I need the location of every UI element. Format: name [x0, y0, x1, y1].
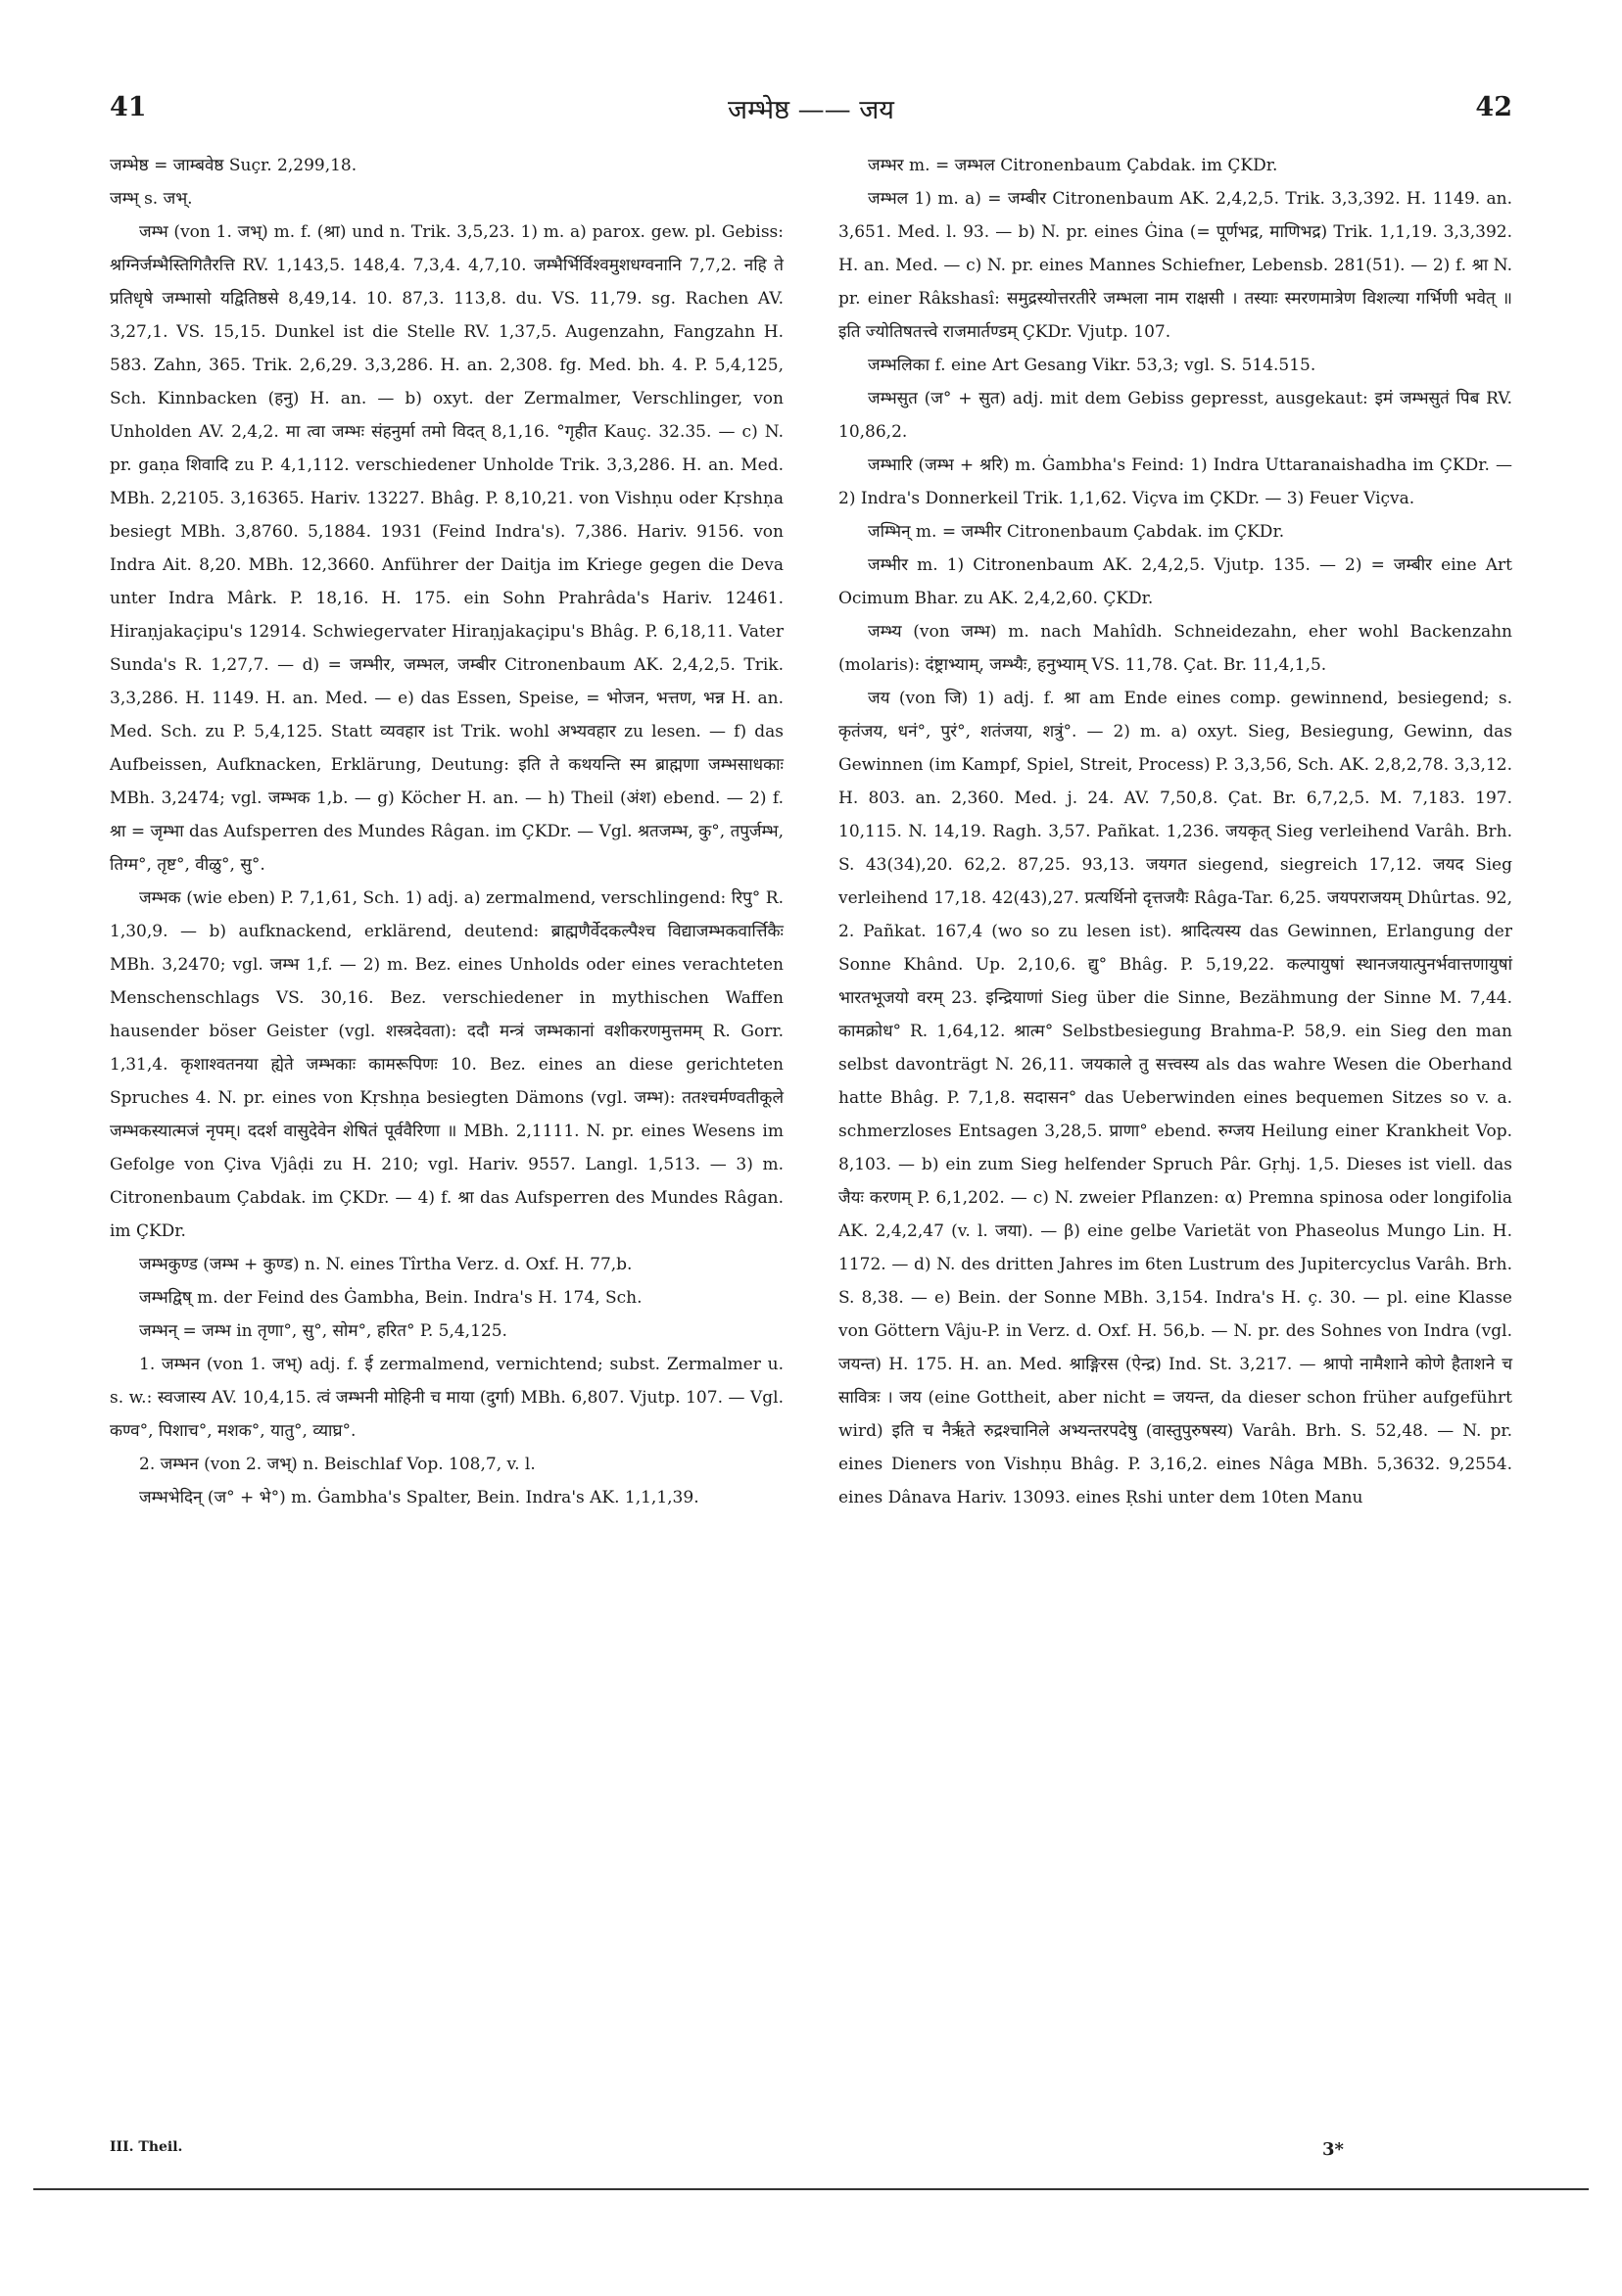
left-column — [110, 149, 784, 1514]
right-page-number: 42 — [1475, 92, 1512, 122]
bottom-rule — [33, 2188, 1589, 2190]
entry-jambhira: जम्भीर m. 1) Citronenbaum AK. 2,4,2,5. Vjutp. 135. — 2) = जम्बीर eine Art Ocimum Bhar. zu AK. 2,4,2,60. ÇKDr. — [838, 555, 1512, 608]
entry-jambhya: जम्भ्य (von जम्भ) m. nach Mahîdh. Schneidezahn, eher wohl Backenzahn (molaris): दंष्ट्राभ्याम्, जम्भ्यैः, हनुभ्याम् VS. 11,78. Çat. Br. 11,4,1,5. — [838, 622, 1512, 675]
entry-jambhara: जम्भर m. = जम्भल Citronenbaum Çabdak. im ÇKDr. — [868, 156, 1278, 175]
signature-mark: 3* — [1322, 2139, 1344, 2160]
right-column — [838, 149, 1512, 1514]
entry-jambheshtha: जम्भेष्ठ = जाम्बवेष्ठ Suçr. 2,299,18. — [110, 156, 358, 175]
entry-jambhalika: जम्भलिका f. eine Art Gesang Vikr. 53,3; vgl. S. 514.515. — [868, 356, 1316, 375]
entry-jambhasuta: जम्भसुत (ज° + सुत) adj. mit dem Gebiss gepresst, ausgekaut: इमं जम्भसुतं पिब RV. 10,86,2. — [838, 389, 1512, 442]
entry-jambhari: जम्भारि (जम्भ + श्ररि) m. Ġambha's Feind: 1) Indra Uttaranaishadha im ÇKDr. — 2) Indra's Donnerkeil Trik. 1,1,62. Viçva im ÇKDr. — 3) Feuer Viçva. — [838, 455, 1512, 508]
entry-jambhadvish: जम्भद्विष् m. der Feind des Ġambha, Bein. Indra's H. 174, Sch. — [139, 1288, 643, 1308]
volume-note: III. Theil. — [110, 2139, 183, 2155]
entry-jambhana-1: 1. जम्भन (von 1. जभ्) adj. f. ई zermalmend, vernichtend; subst. Zermalmer u. s. w.: स्वजास्य AV. 10,4,15. त्वं जम्भनी मोहिनी च माया (दुर्गा) MBh. 6,807. Vjutp. 107. — Vgl. कण्व°, पिशाच°, मशक°, यातु°, व्याघ्र°. — [110, 1355, 784, 1441]
entry-jambh: जम्भ् s. जभ्. — [110, 189, 193, 209]
entry-jaya: जय (von जि) 1) adj. f. श्रा am Ende eines comp. gewinnend, besiegend; s. कृतंजय, धनं°, पुरं°, शतंजया, शत्रुं°. — 2) m. a) oxyt. Sieg, Besiegung, Gewinn, das Gewinnen (im Kampf, Spiel, Streit, Process) P. 3,3,56, Sch. AK. 2,8,2,78. 3,3,12. H. 803. an. 2,360. Med. j. 24. AV. 7,50,8. Çat. Br. 6,7,2,5. M. 7,183. 197. 10,115. N. 14,19. Ragh. 3,57. Pañkat. 1,236. जयकृत् Sieg verleihend Varâh. Brh. S. 43(34),20. 62,2. 87,25. 93,13. जयगत siegend, siegreich 17,12. जयद Sieg verleihend 17,18. 42(43),27. प्रत्यर्थिनो दृत्तजयैः Râga-Tar. 6,25. जयपराजयम् Dhûrtas. 92, 2. Pañkat. 167,4 (wo so zu lesen ist). श्रादित्यस्य das Gewinnen, Erlangung der Sonne Khând. Up. 2,10,6. द्यु° Bhâg. P. 5,19,22. कल्पायुषां स्थानजयात्पुनर्भवात्तणायुषां भारतभूजयो वरम् 23. इन्द्रियाणां Sieg über die Sinne, Bezähmung der Sinne M. 7,44. कामक्रोध° R. 1,64,12. श्रात्म° Selbstbesiegung Brahma-P. 58,9. ein Sieg den man selbst davonträgt N. 26,11. जयकाले तु सत्त्वस्य als das wahre Wesen die Oberhand hatte Bhâg. P. 7,1,8. सदासन° das Ueberwinden eines bequemen Sitzes so v. a. schmerzloses Entsagen 3,28,5. प्राणा° ebend. रुग्जय Heilung einer Krankheit Vop. 8,103. — b) ein zum Sieg helfender Spruch Pâr. Gṛhj. 1,5. Dieses ist viell. das जैयः करणम् P. 6,1,202. — c) N. zweier Pflanzen: α) Premna spinosa oder longifolia AK. 2,4,2,47 (v. l. जया). — β) eine gelbe Varietät von Phaseolus Mungo Lin. H. 1172. — d) N. des dritten Jahres im 6ten Lustrum des Jupitercyclus Varâh. Brh. S. 8,38. — e) Bein. der Sonne MBh. 3,154. Indra's H. ç. 30. — pl. eine Klasse von Göttern Vâju-P. in Verz. d. Oxf. H. 56,b. — N. pr. des Sohnes von Indra (vgl. जयन्त) H. 175. H. an. Med. श्राङ्गिरस (ऐन्द्र) Ind. St. 3,217. — श्रापो नामैशाने कोणे हैताशने च सावित्रः । जय (eine Gottheit, aber nicht = जयन्त, da dieser schon früher aufgeführt wird) इति च नैर्ऋते रुद्रश्चानिले अभ्यन्तरपदेषु (वास्तुपुरुषस्य) Varâh. Brh. S. 52,48. — N. pr. eines Dieners von Vishṇu Bhâg. P. 3,16,2. eines Nâga MBh. 5,3632. 9,2554. eines Dânava Hariv. 13093. eines Ṛshi unter dem 10ten Manu — [838, 689, 1512, 1507]
entry-jambha: जम्भ (von 1. जभ्) m. f. (श्रा) und n. Trik. 3,5,23. 1) m. a) parox. gew. pl. Gebiss: श्रग्निर्जम्भैस्तिगितैरत्ति RV. 1,143,5. 148,4. 7,3,4. 4,7,10. जम्भैर्भिर्विश्वमुशधग्वनानि 7,7,2. नहि ते प्रतिधृषे जम्भासो यद्वितिष्ठसे 8,49,14. 10. 87,3. 113,8. du. VS. 11,79. sg. Rachen AV. 3,27,1. VS. 15,15. Dunkel ist die Stelle RV. 1,37,5. Augenzahn, Fangzahn H. 583. Zahn, 365. Trik. 2,6,29. 3,3,286. H. an. 2,308. fg. Med. bh. 4. P. 5,4,125, Sch. Kinnbacken (हनु) H. an. — b) oxyt. der Zermalmer, Verschlinger, von Unholden AV. 2,4,2. मा त्वा जम्भः संहनुर्मा तमो विदत् 8,1,16. °गृहीत Kauç. 32.35. — c) N. pr. gaṇa शिवादि zu P. 4,1,112. verschiedener Unholde Trik. 3,3,286. H. an. Med. MBh. 2,2105. 3,16365. Hariv. 13227. Bhâg. P. 8,10,21. von Vishṇu oder Kṛshṇa besiegt MBh. 3,8760. 5,1884. 1931 (Feind Indra's). 7,386. Hariv. 9156. von Indra Ait. 8,20. MBh. 12,3660. Anführer der Daitja im Kriege gegen die Deva unter Indra Mârk. P. 18,16. H. 175. ein Sohn Prahrâda's Hariv. 12461. Hiraṇjakaçipu's 12914. Schwiegervater Hiraṇjakaçipu's Bhâg. P. 6,18,11. Vater Sunda's R. 1,27,7. — d) = जम्भीर, जम्भल, जम्बीर Citronenbaum AK. 2,4,2,5. Trik. 3,3,286. H. 1149. H. an. Med. — e) das Essen, Speise, = भोजन, भत्तण, भन्न H. an. Med. Sch. zu P. 5,4,125. Statt व्यवहार ist Trik. wohl अभ्यवहार zu lesen. — f) das Aufbeissen, Aufknacken, Erklärung, Deutung: इति ते कथयन्ति स्म ब्राह्मणा जम्भसाधकाः MBh. 3,2474; vgl. जम्भक 1,b. — g) Köcher H. an. — h) Theil (अंश) ebend. — 2) f. श्रा = जृम्भा das Aufsperren des Mundes Râgan. im ÇKDr. — Vgl. श्रतजम्भ, कु°, तपुर्जम्भ, तिग्म°, तृष्ट°, वीळु°, सु°. — [110, 222, 784, 875]
entry-jambhabhedin: जम्भभेदिन् (ज° + भे°) m. Ġambha's Spalter, Bein. Indra's AK. 1,1,1,39. — [139, 1488, 699, 1507]
entry-jambhana-2: 2. जम्भन (von 2. जभ्) n. Beischlaf Vop. 108,7, v. l. — [139, 1455, 536, 1474]
entry-jambhala: जम्भल 1) m. a) = जम्बीर Citronenbaum AK. 2,4,2,5. Trik. 3,3,392. H. 1149. an. 3,651. Med. l. 93. — b) N. pr. eines Ġina (= पूर्णभद्र, माणिभद्र) Trik. 1,1,19. 3,3,392. H. an. Med. — c) N. pr. eines Mannes Schiefner, Lebensb. 281(51). — 2) f. श्रा N. pr. einer Râkshasî: समुद्रस्योत्तरतीरे जम्भला नाम राक्षसी । तस्याः स्मरणमात्रेण विशल्या गर्भिणी भवेत् ॥ इति ज्योतिषतत्त्वे राजमार्तण्डम् ÇKDr. Vjutp. 107. — [838, 189, 1512, 342]
left-page-number: 41 — [110, 92, 147, 122]
entry-jambhaka: जम्भक (wie eben) P. 7,1,61, Sch. 1) adj. a) zermalmend, verschlingend: रिपु° R. 1,30,9. — b) aufknackend, erklärend, deutend: ब्राह्मणैर्वेदकल्पैश्च विद्याजम्भकवार्त्तिकैः MBh. 3,2470; vgl. जम्भ 1,f. — 2) m. Bez. eines Unholds oder eines verachteten Menschenschlags VS. 30,16. Bez. verschiedener in mythischen Waffen hausender böser Geister (vgl. शस्त्रदेवता): ददौ मन्त्रं जम्भकानां वशीकरणमुत्तमम् R. Gorr. 1,31,4. कृशाश्वतनया ह्येते जम्भकाः कामरूपिणः 10. Bez. eines an diese gerichteten Spruches 4. N. pr. eines von Kṛshṇa besiegten Dämons (vgl. जम्भ): ततश्चर्मण्वतीकूले जम्भकस्यात्मजं नृपम्। ददर्श वासुदेवेन शेषितं पूर्ववैरिणा ॥ MBh. 2,1111. N. pr. eines Wesens im Gefolge von Çiva Vjâḍi zu H. 210; vgl. Hariv. 9557. Langl. 1,513. — 3) m. Citronenbaum Çabdak. im ÇKDr. — 4) f. श्रा das Aufsperren des Mundes Râgan. im ÇKDr. — [110, 888, 784, 1241]
entry-jambhan: जम्भन् = जम्भ in तृणा°, सु°, सोम°, हरित° P. 5,4,125. — [139, 1321, 507, 1341]
running-head: जम्भेष्ठ —— जय — [728, 95, 894, 125]
entry-jambhakunda: जम्भकुण्ड (जम्भ + कुण्ड) n. N. eines Tîrtha Verz. d. Oxf. H. 77,b. — [139, 1255, 633, 1274]
entry-jambhin: जम्भिन् m. = जम्भीर Citronenbaum Çabdak. im ÇKDr. — [868, 522, 1285, 542]
